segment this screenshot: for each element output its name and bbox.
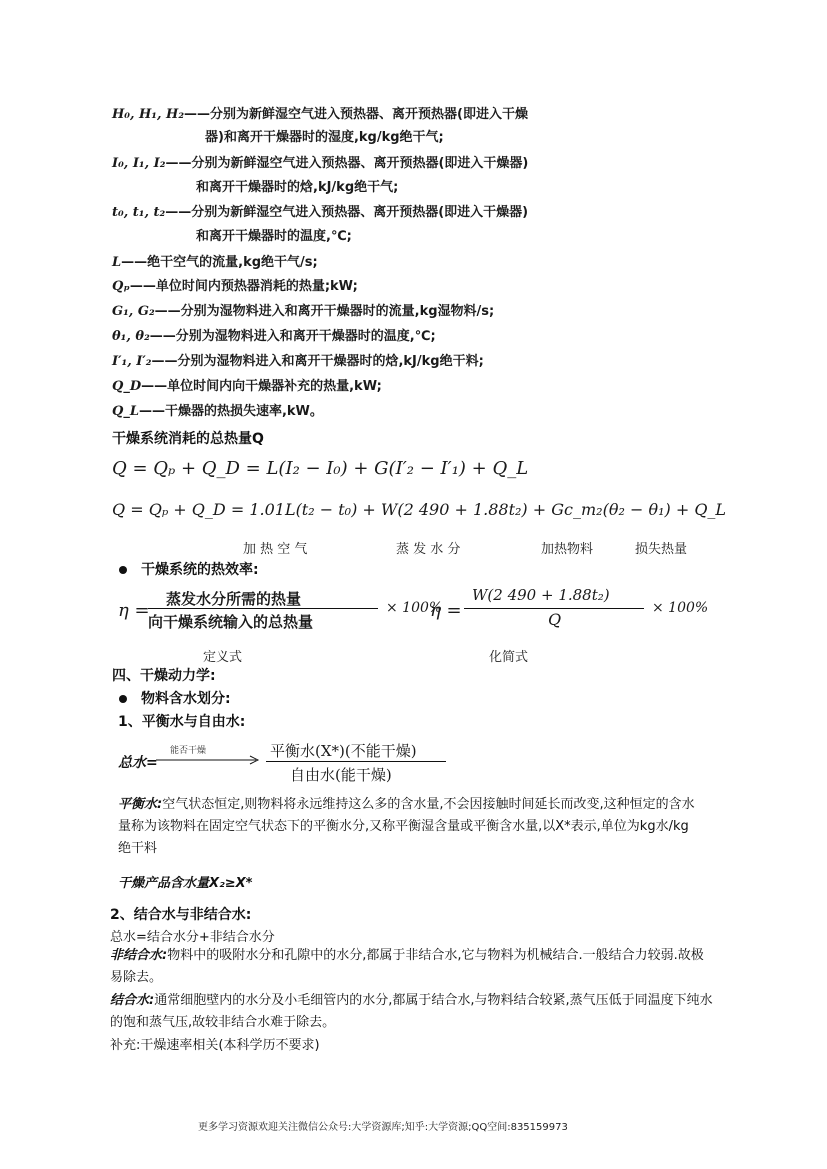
def-g: G₁, G₂——分别为湿物料进入和离开干燥器时的流量,kg湿物料/s; — [112, 304, 495, 319]
moisture-classification-title: 物料含水划分: — [119, 688, 231, 708]
supplement-note: 补充:干燥速率相关(本科学历不要求) — [110, 1038, 320, 1053]
bound-water-text: 通常细胞壁内的水分及小毛细管内的水分,都属于结合水,与物料结合较紧,蒸气压低于同温度下纯水的饱和蒸气压,故较非结合水难于除去。 — [110, 993, 713, 1030]
diagram-total-water: 总水= — [118, 755, 158, 771]
equilibrium-water-term: 平衡水: — [118, 797, 163, 812]
eff-simple-numerator: W(2 490 + 1.88t₂) — [472, 586, 610, 604]
term-label-material: 加热物料 — [541, 542, 594, 557]
diagram-equilibrium-water: 平衡水(X*)(不能干燥) — [270, 742, 417, 760]
diagram-free-water: 自由水(能干燥) — [290, 766, 392, 784]
heat-equation-2: Q = Qₚ + Q_D = 1.01L(t₂ − t₀) + W(2 490 + 1.88t₂) + Gc_m₂(θ₂ − θ₁) + Q_L — [112, 500, 727, 519]
total-water-equation: 总水=结合水分+非结合水分 — [110, 930, 275, 945]
def-qd: Q_D——单位时间内向干燥器补充的热量,kW; — [112, 379, 382, 394]
bound-water-paragraph — [110, 990, 715, 1034]
diagram-arrow-label: 能否干燥 — [170, 746, 207, 756]
subsection-1-heading: 1、平衡水与自由水: — [118, 714, 246, 730]
unbound-water-text: 物料中的吸附水分和孔隙中的水分,都属于非结合水,它与物料为机械结合.一般结合力较弱.故极易除去。 — [110, 948, 704, 985]
label-simplified: 化简式 — [489, 650, 529, 665]
term-label-water: 蒸 发 水 分 — [396, 542, 461, 557]
def-h-cont: 器)和离开干燥器时的湿度,kg/kg绝干气; — [205, 130, 444, 145]
unbound-water-term: 非结合水: — [110, 948, 168, 963]
eff-simple-fraction-bar — [464, 608, 644, 609]
equilibrium-water-paragraph — [118, 794, 700, 860]
diagram-divider-line — [266, 761, 446, 762]
eff-def-numerator: 蒸发水分所需的热量 — [166, 590, 302, 608]
def-i-cont: 和离开干燥器时的焓,kJ/kg绝干气; — [196, 180, 399, 195]
def-h: H₀, H₁, H₂——分别为新鲜湿空气进入预热器、离开预热器(即进入干燥 — [112, 107, 528, 122]
total-heat-title: 干燥系统消耗的总热量Q — [112, 431, 264, 447]
def-i: I₀, I₁, I₂——分别为新鲜湿空气进入预热器、离开预热器(即进入干燥器) — [112, 156, 529, 171]
def-theta: θ₁, θ₂——分别为湿物料进入和离开干燥器时的温度,℃; — [112, 329, 436, 344]
eff-simple-denominator: Q — [548, 610, 562, 629]
def-t-cont: 和离开干燥器时的温度,℃; — [196, 229, 352, 244]
product-moisture-condition: 干燥产品含水量X₂≥X* — [118, 876, 253, 891]
subsection-2-heading: 2、结合水与非结合水: — [110, 907, 252, 923]
def-i-prime: I′₁, I′₂——分别为湿物料进入和离开干燥器时的焓,kJ/kg绝干料; — [112, 354, 484, 369]
eff-simple-percent: × 100% — [652, 600, 709, 616]
label-definition: 定义式 — [203, 650, 243, 665]
def-qp: Qₚ——单位时间内预热器消耗的热量;kW; — [112, 279, 358, 294]
section-4-heading: 四、干燥动力学: — [112, 668, 216, 684]
eta-symbol-simple: η = — [430, 600, 462, 621]
def-ql: Q_L——干燥器的热损失速率,kW。 — [112, 404, 323, 419]
term-label-air: 加 热 空 气 — [243, 542, 308, 557]
def-l: L——绝干空气的流量,kg绝干气/s; — [112, 255, 318, 270]
page-footer: 更多学习资源欢迎关注微信公众号:大学资源库;知乎:大学资源;QQ空间:835159973 — [198, 1122, 568, 1133]
eff-def-denominator: 向干燥系统输入的总热量 — [148, 613, 314, 631]
equilibrium-water-text: 空气状态恒定,则物料将永远维持这么多的含水量,不会因接触时间延长而改变,这种恒定的含水量称为该物料在固定空气状态下的平衡水分,又称平衡湿含量或平衡含水量,以X*表示,单位为kg水/kg绝干料 — [118, 797, 695, 856]
bound-water-term: 结合水: — [110, 993, 155, 1008]
unbound-water-paragraph — [110, 945, 715, 989]
def-t: t₀, t₁, t₂——分别为新鲜湿空气进入预热器、离开预热器(即进入干燥器) — [112, 205, 529, 220]
water-division-diagram — [118, 740, 458, 786]
eff-def-percent: × 100% — [386, 600, 443, 616]
heat-equation-1: Q = Qₚ + Q_D = L(I₂ − I₀) + G(I′₂ − I′₁) + Q_L — [112, 458, 529, 479]
eta-symbol-def: η = — [118, 600, 150, 621]
term-label-loss: 损失热量 — [635, 542, 688, 557]
eff-def-fraction-bar — [148, 608, 378, 609]
efficiency-title: 干燥系统的热效率: — [119, 559, 259, 579]
diagram-arrow — [156, 755, 264, 765]
